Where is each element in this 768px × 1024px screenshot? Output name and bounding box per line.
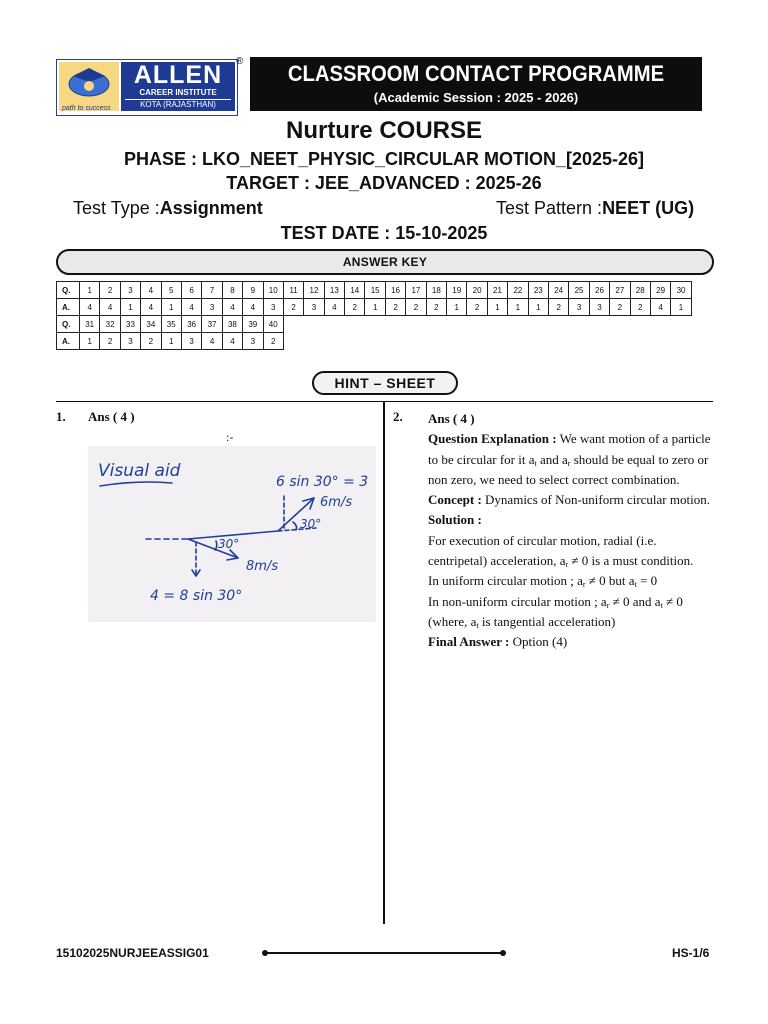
test-type-value: Assignment <box>159 198 263 218</box>
subscript: t <box>534 458 537 468</box>
answer-cell: 1 <box>508 299 528 316</box>
question-row-label: Q. <box>57 316 80 333</box>
subscript: r <box>606 600 610 610</box>
phase-line: PHASE : LKO_NEET_PHYSIC_CIRCULAR MOTION_[2025-26] <box>123 149 645 169</box>
answer-cell: 4 <box>324 299 344 316</box>
answer-key-heading <box>56 249 714 275</box>
question-cell: 22 <box>508 282 528 299</box>
academic-session: (Academic Session : 2025 - 2026) <box>373 90 579 105</box>
solution-text: ≠ 0 is a must condition. <box>568 553 694 569</box>
test-pattern-label: Test Pattern : <box>496 198 603 218</box>
qe-text: should be equal to zero or non zero, we need to select correct combination. <box>428 451 709 487</box>
question-cell: 32 <box>100 316 120 333</box>
question-cell: 14 <box>345 282 365 299</box>
answer-cell: 1 <box>80 333 100 350</box>
q1-handwritten-sketch <box>88 446 376 622</box>
answer-key-question-row <box>57 316 284 333</box>
test-type <box>73 198 263 219</box>
test-date: TEST DATE : 15-10-2025 <box>280 223 488 243</box>
answer-cell: 4 <box>202 333 222 350</box>
question-cell: 25 <box>569 282 589 299</box>
answer-cell: 3 <box>243 333 263 350</box>
solution-line <box>428 612 718 632</box>
answer-cell: 2 <box>610 299 630 316</box>
test-type-label: Test Type : <box>73 198 160 218</box>
answer-key-question-row <box>57 282 692 299</box>
question-cell: 15 <box>365 282 385 299</box>
answer-cell: 3 <box>304 299 324 316</box>
divider <box>56 401 713 402</box>
question-cell: 23 <box>528 282 548 299</box>
answer-cell: 4 <box>80 299 100 316</box>
target-line: TARGET : JEE_ADVANCED : 2025-26 <box>226 173 542 193</box>
question-cell: 36 <box>181 316 201 333</box>
subscript: t <box>476 620 479 630</box>
solution-text: ≠ 0 and a <box>609 593 661 609</box>
answer-cell: 1 <box>487 299 507 316</box>
answer-cell: 4 <box>243 299 263 316</box>
question-cell: 27 <box>610 282 630 299</box>
logo-tagline: path to success <box>62 105 111 112</box>
answer-cell: 2 <box>345 299 365 316</box>
question-cell: 18 <box>426 282 446 299</box>
answer-row-label: A. <box>57 299 80 316</box>
answer-cell: 4 <box>222 333 242 350</box>
answer-cell: 3 <box>120 333 140 350</box>
footer-dot-right <box>500 950 506 956</box>
logo-emblem-icon <box>59 62 119 111</box>
question-cell: 2 <box>100 282 120 299</box>
q1-number: 1. <box>56 409 66 424</box>
question-cell: 13 <box>324 282 344 299</box>
footer-page-number: HS-1/6 <box>672 946 710 960</box>
answer-cell: 4 <box>222 299 242 316</box>
programme-banner <box>250 57 702 111</box>
programme-title: CLASSROOM CONTACT PROGRAMME <box>287 61 665 86</box>
footer-code: 15102025NURJEEASSIG01 <box>56 946 209 960</box>
answer-cell: 3 <box>569 299 589 316</box>
question-cell: 11 <box>283 282 303 299</box>
question-cell: 33 <box>120 316 140 333</box>
answer-cell: 3 <box>181 333 201 350</box>
question-cell: 6 <box>181 282 201 299</box>
answer-cell: 1 <box>447 299 467 316</box>
logo-subtitle: CAREER INSTITUTE <box>139 88 217 97</box>
solution-line <box>428 531 718 572</box>
course-title: Nurture COURSE <box>285 117 483 144</box>
question-cell: 35 <box>161 316 181 333</box>
question-cell: 37 <box>202 316 222 333</box>
answer-cell: 1 <box>528 299 548 316</box>
logo-brand-name: ALLEN <box>133 61 223 89</box>
question-cell: 1 <box>80 282 100 299</box>
logo-brand-block <box>121 62 235 111</box>
question-row-label: Q. <box>57 282 80 299</box>
sketch-label-bottom: 4 = 8 sin 30° <box>150 588 243 604</box>
answer-cell: 4 <box>100 299 120 316</box>
answer-cell: 1 <box>365 299 385 316</box>
answer-key-answer-row <box>57 299 692 316</box>
answer-cell: 1 <box>161 333 181 350</box>
answer-cell: 2 <box>385 299 405 316</box>
solution-text: is tangential acceleration) <box>478 613 616 629</box>
final-answer-label: Final Answer : <box>428 634 510 650</box>
q2-body <box>428 409 718 653</box>
concept-text: Dynamics of Non-uniform circular motion. <box>481 492 710 508</box>
sketch-title: Visual aid <box>98 461 181 481</box>
solution-text: For execution of circular motion, radial (i.e. centripetal) acceleration, a <box>428 532 657 569</box>
answer-cell: 3 <box>202 299 222 316</box>
q2-concept <box>428 490 718 510</box>
q2-question-explanation <box>428 429 718 490</box>
question-cell: 29 <box>650 282 670 299</box>
footer-line <box>265 952 503 954</box>
qe-text: We want motion of a particle to be circular for it a <box>428 431 711 467</box>
q1-answer: Ans ( 4 ) <box>88 409 135 424</box>
question-cell: 12 <box>304 282 324 299</box>
answer-cell: 2 <box>141 333 161 350</box>
hint-sheet-heading <box>312 371 458 395</box>
question-cell: 31 <box>80 316 100 333</box>
answer-cell: 2 <box>263 333 283 350</box>
question-cell: 7 <box>202 282 222 299</box>
question-cell: 38 <box>222 316 242 333</box>
qe-text: and a <box>536 451 568 467</box>
solution-text: In uniform circular motion ; a <box>428 573 583 589</box>
column-divider <box>383 402 385 924</box>
answer-cell: 2 <box>100 333 120 350</box>
subscript: r <box>582 580 586 590</box>
answer-cell: 1 <box>120 299 140 316</box>
solution-text: (where, a <box>428 613 477 629</box>
sketch-label-30a: 30° <box>300 517 322 531</box>
solution-text: In non-uniform circular motion ; a <box>428 593 607 609</box>
question-cell: 5 <box>161 282 181 299</box>
answer-cell: 2 <box>467 299 487 316</box>
subscript: r <box>567 458 571 468</box>
hint-sheet-title: HINT – SHEET <box>334 375 436 391</box>
question-cell: 24 <box>548 282 568 299</box>
test-pattern-value: NEET (UG) <box>602 198 695 218</box>
answer-cell: 1 <box>161 299 181 316</box>
question-cell: 19 <box>447 282 467 299</box>
question-cell: 30 <box>671 282 691 299</box>
question-cell: 16 <box>385 282 405 299</box>
test-pattern <box>496 198 694 219</box>
qe-label: Question Explanation : <box>428 431 557 447</box>
answer-cell: 2 <box>548 299 568 316</box>
q1-colon: :- <box>226 430 234 444</box>
question-cell: 9 <box>243 282 263 299</box>
q2-answer: Ans ( 4 ) <box>428 411 475 426</box>
solution-text: = 0 <box>636 573 658 589</box>
answer-cell: 3 <box>589 299 609 316</box>
sketch-label-top: 6 sin 30° = 3 <box>276 474 369 490</box>
registered-mark: ® <box>236 56 244 67</box>
answer-cell: 2 <box>283 299 303 316</box>
final-answer <box>428 632 718 652</box>
solution-text: ≠ 0 <box>662 593 683 609</box>
concept-label: Concept : <box>428 492 482 508</box>
q2-number: 2. <box>393 409 403 424</box>
answer-cell: 1 <box>671 299 691 316</box>
question-cell: 21 <box>487 282 507 299</box>
subscript: t <box>660 600 663 610</box>
question-cell: 10 <box>263 282 283 299</box>
question-cell: 3 <box>120 282 140 299</box>
question-cell: 20 <box>467 282 487 299</box>
final-answer-text: Option (4) <box>509 634 568 650</box>
question-cell: 8 <box>222 282 242 299</box>
question-cell: 34 <box>141 316 161 333</box>
answer-cell: 4 <box>141 299 161 316</box>
question-cell: 4 <box>141 282 161 299</box>
solution-line <box>428 571 718 591</box>
solution-line <box>428 592 718 612</box>
answer-key-table-2 <box>56 315 284 350</box>
question-cell: 26 <box>589 282 609 299</box>
answer-key-title: ANSWER KEY <box>342 255 428 269</box>
answer-cell: 2 <box>426 299 446 316</box>
allen-logo <box>56 59 238 116</box>
question-cell: 28 <box>630 282 650 299</box>
solution-label: Solution : <box>428 512 482 528</box>
question-cell: 39 <box>243 316 263 333</box>
logo-location: KOTA (RAJASTHAN) <box>125 99 231 110</box>
answer-key-answer-row <box>57 333 284 350</box>
answer-key-table-1 <box>56 281 692 316</box>
sketch-label-8ms: 8m/s <box>246 559 279 574</box>
subscript: t <box>634 580 637 590</box>
question-cell: 40 <box>263 316 283 333</box>
question-cell: 17 <box>406 282 426 299</box>
answer-cell: 2 <box>406 299 426 316</box>
answer-cell: 2 <box>630 299 650 316</box>
sketch-label-30b: 30° <box>218 537 240 551</box>
solution-text: ≠ 0 but a <box>585 573 635 589</box>
answer-row-label: A. <box>57 333 80 350</box>
subscript: r <box>565 560 569 570</box>
answer-cell: 4 <box>181 299 201 316</box>
sketch-label-6ms: 6m/s <box>320 495 353 510</box>
answer-cell: 4 <box>650 299 670 316</box>
answer-cell: 3 <box>263 299 283 316</box>
